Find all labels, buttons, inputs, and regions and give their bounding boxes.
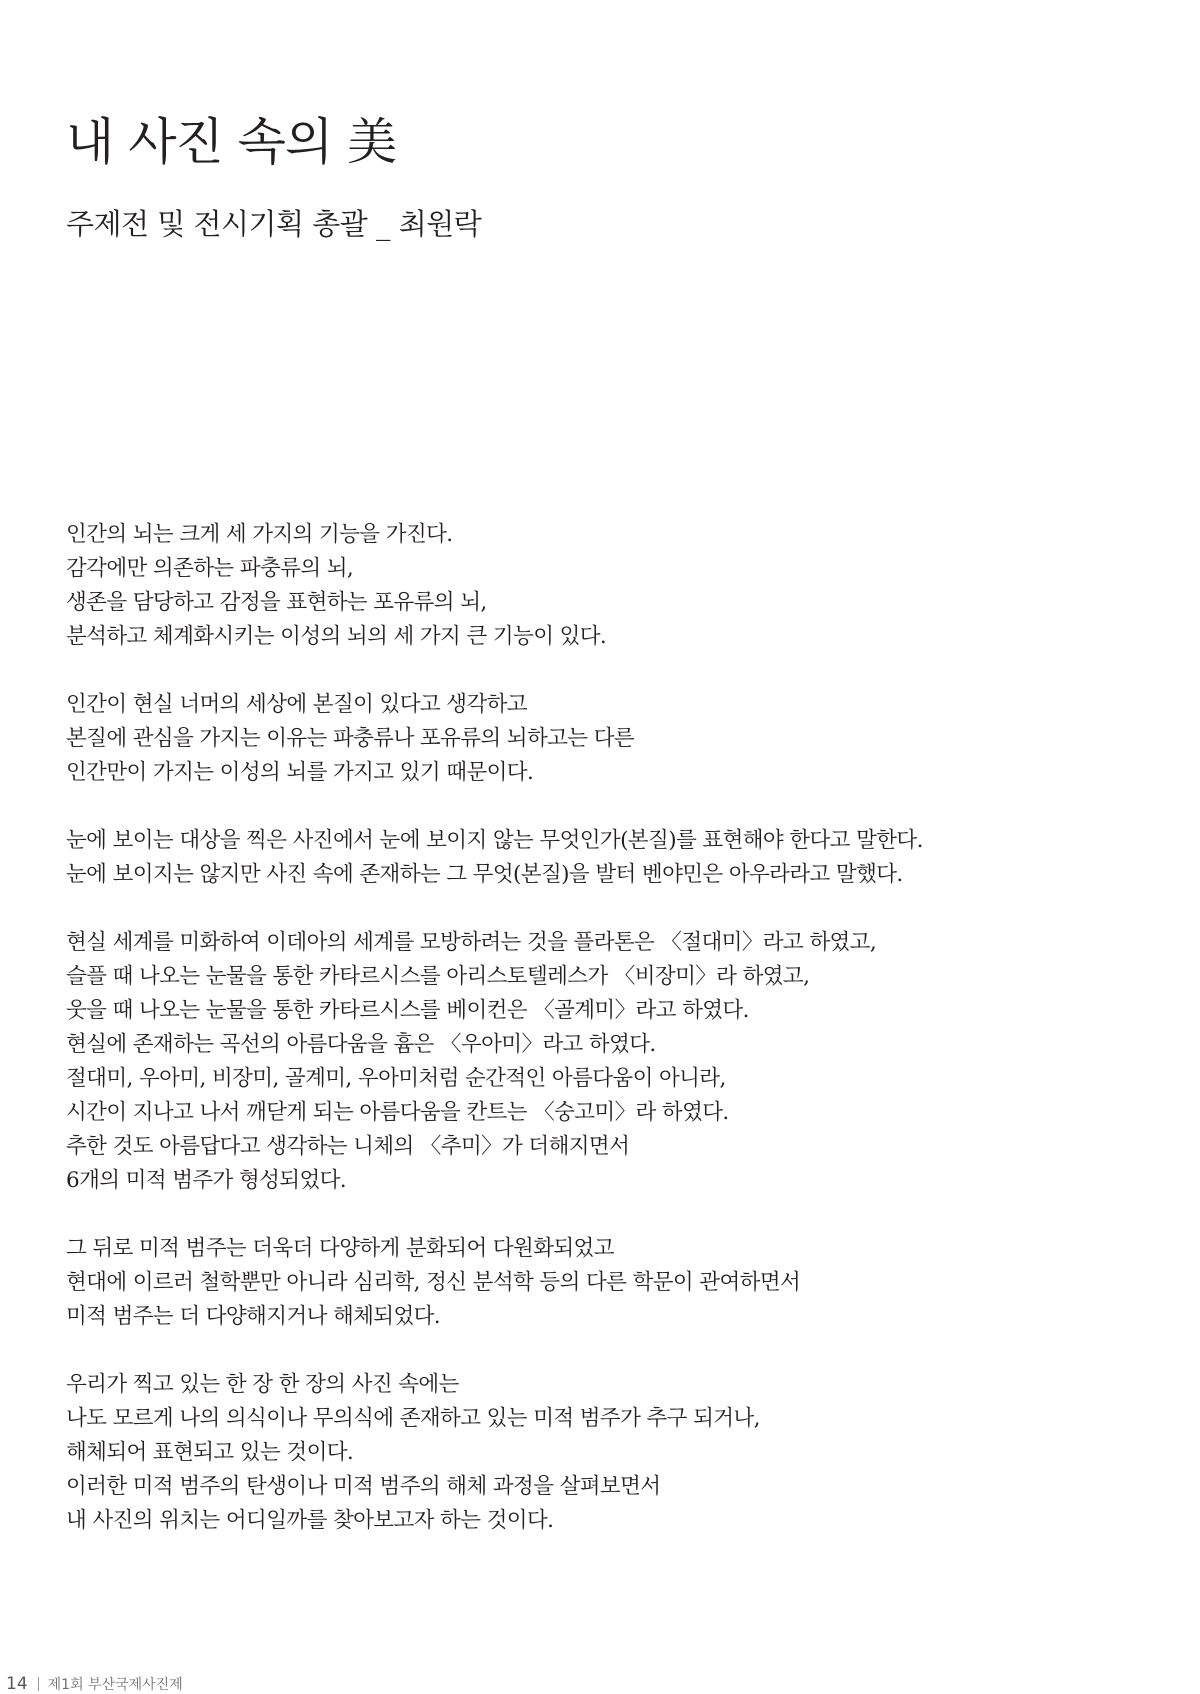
text-line: 시간이 지나고 나서 깨닫게 되는 아름다움을 칸트는 〈숭고미〉라 하였다. [66,1100,729,1125]
text-line: 현실에 존재하는 곡선의 아름다움을 흄은 〈우아미〉라고 하였다. [66,1032,656,1057]
text-line: 생존을 담당하고 감정을 표현하는 포유류의 뇌, [66,590,487,615]
author-subtitle: 주제전 및 전시기획 총괄 _ 최원락 [66,207,482,241]
text-line: 해체되어 표현되고 있는 것이다. [66,1440,354,1465]
text-line: 추한 것도 아름답다고 생각하는 니체의 〈추미〉가 더해지면서 [66,1134,630,1159]
paragraph [66,1368,1146,1538]
text-line: 분석하고 체계화시키는 이성의 뇌의 세 가지 큰 기능이 있다. [66,624,607,649]
publication-label: 제1회 부산국제사진제 [47,1677,183,1693]
text-line: 본질에 관심을 가지는 이유는 파충류나 포유류의 뇌하고는 다른 [66,726,635,751]
text-line: 미적 범주는 더 다양해지거나 해체되었다. [66,1304,441,1329]
text-line: 슬플 때 나오는 눈물을 통한 카타르시스를 아리스토텔레스가 〈비장미〉라 하였고, [66,964,810,989]
text-line: 그 뒤로 미적 범주는 더욱더 다양하게 분화되어 다원화되었고 [66,1236,614,1261]
text-line: 인간이 현실 너머의 세상에 본질이 있다고 생각하고 [66,692,527,717]
text-line: 인간만이 가지는 이성의 뇌를 가지고 있기 때문이다. [66,760,534,785]
text-line: 내 사진의 위치는 어디일까를 찾아보고자 하는 것이다. [66,1508,554,1533]
paragraph [66,1232,1146,1334]
text-line: 눈에 보이지는 않지만 사진 속에 존재하는 그 무엇(본질)을 발터 벤야민은 아우라라고 말했다. [66,862,903,887]
paragraph [66,688,1146,790]
text-line: 절대미, 우아미, 비장미, 골계미, 우아미처럼 순간적인 아름다움이 아니라, [66,1066,726,1091]
page-title: 내 사진 속의 美 [66,113,397,171]
text-line: 6개의 미적 범주가 형성되었다. [66,1168,347,1193]
text-line: 인간의 뇌는 크게 세 가지의 기능을 가진다. [66,522,453,547]
text-line: 감각에만 의존하는 파충류의 뇌, [66,556,354,581]
page-footer [6,1674,183,1694]
paragraph [66,518,1146,654]
text-line: 현대에 이르러 철학뿐만 아니라 심리학, 정신 분석학 등의 다른 학문이 관여하면서 [66,1270,801,1295]
page-number: 14 [6,1674,28,1694]
paragraph [66,824,1146,892]
text-line: 우리가 찍고 있는 한 장 한 장의 사진 속에는 [66,1372,459,1397]
article-body [66,518,1146,1572]
text-line: 현실 세계를 미화하여 이데아의 세계를 모방하려는 것을 플라톤은 〈절대미〉라고 하였고, [66,930,877,955]
footer-divider [38,1677,39,1691]
paragraph [66,926,1146,1198]
text-line: 눈에 보이는 대상을 찍은 사진에서 눈에 보이지 않는 무엇인가(본질)를 표현해야 한다고 말한다. [66,828,923,853]
text-line: 나도 모르게 나의 의식이나 무의식에 존재하고 있는 미적 범주가 추구 되거나, [66,1406,760,1431]
text-line: 웃을 때 나오는 눈물을 통한 카타르시스를 베이컨은 〈골계미〉라고 하였다. [66,998,749,1023]
text-line: 이러한 미적 범주의 탄생이나 미적 범주의 해체 과정을 살펴보면서 [66,1474,661,1499]
